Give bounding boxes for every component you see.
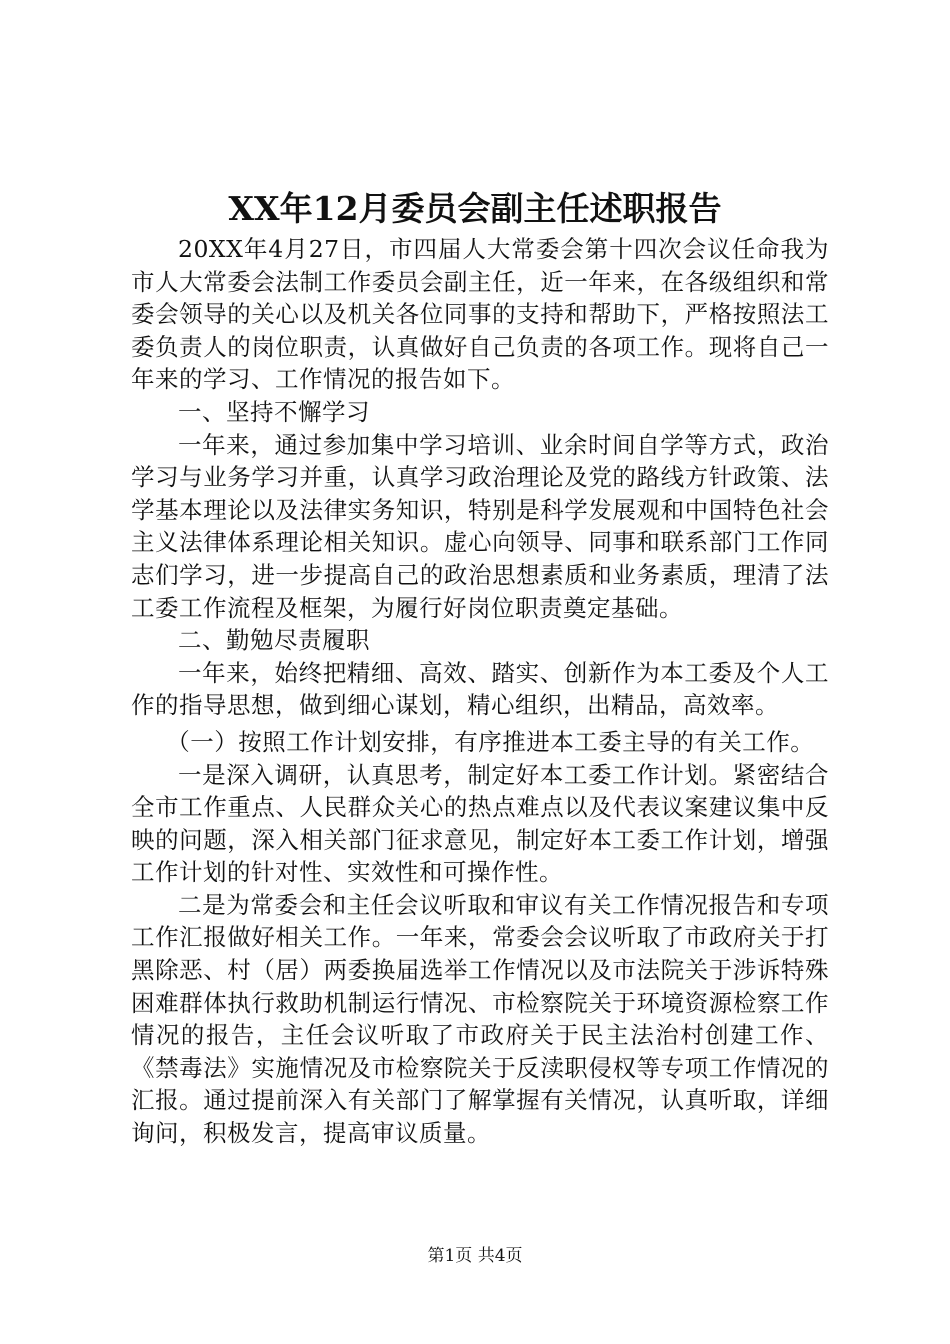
- document-body: [131, 233, 829, 1150]
- item-1-paragraph: 一是深入调研，认真思考，制定好本工委工作计划。紧密结合全市工作重点、人民群众关心的热点难点以及代表议案建议集中反映的问题，深入相关部门征求意见，制定好本工委工作计划，增强工作计划的针对性、实效性和可操作性。: [131, 760, 829, 887]
- section-heading-1: 一、坚持不懈学习: [178, 397, 370, 426]
- intro-paragraph: 20XX年4月27日，市四届人大常委会第十四次会议任命我为市人大常委会法制工作委员会副主任，近一年来，在各级组织和常委会领导的关心以及机关各位同事的支持和帮助下，严格按照法工委负责人的岗位职责，认真做好自己负责的各项工作。现将自己一年来的学习、工作情况的报告如下。: [131, 235, 829, 394]
- subsection-heading-1: （一）按照工作计划安排，有序推进本工委主导的有关工作。: [166, 727, 815, 756]
- section-2-paragraph: 一年来，始终把精细、高效、踏实、创新作为本工委及个人工作的指导思想，做到细心谋划，精心组织，出精品，高效率。: [131, 658, 829, 720]
- section-heading-2: 二、勤勉尽责履职: [178, 626, 370, 655]
- page-number-footer: 第1页 共4页: [427, 1246, 523, 1266]
- document-title: XX年12月委员会副主任述职报告: [228, 189, 722, 228]
- section-1-paragraph: 一年来，通过参加集中学习培训、业余时间自学等方式，政治学习与业务学习并重，认真学习政治理论及党的路线方针政策、法学基本理论以及法律实务知识，特别是科学发展观和中国特色社会主义法律体系理论相关知识。虚心向领导、同事和联系部门工作同志们学习，进一步提高自己的政治思想素质和业务素质，理清了法工委工作流程及框架，为履行好岗位职责奠定基础。: [131, 430, 829, 622]
- item-2-paragraph: 二是为常委会和主任会议听取和审议有关工作情况报告和专项工作汇报做好相关工作。一年来，常委会会议听取了市政府关于打黑除恶、村（居）两委换届选举工作情况以及市法院关于涉诉特殊困难群体执行救助机制运行情况、市检察院关于环境资源检察工作情况的报告，主任会议听取了市政府关于民主法治村创建工作、《禁毒法》实施情况及市检察院关于反渎职侵权等专项工作情况的汇报。通过提前深入有关部门了解掌握有关情况，认真听取，详细询问，积极发言，提高审议质量。: [131, 890, 829, 1148]
